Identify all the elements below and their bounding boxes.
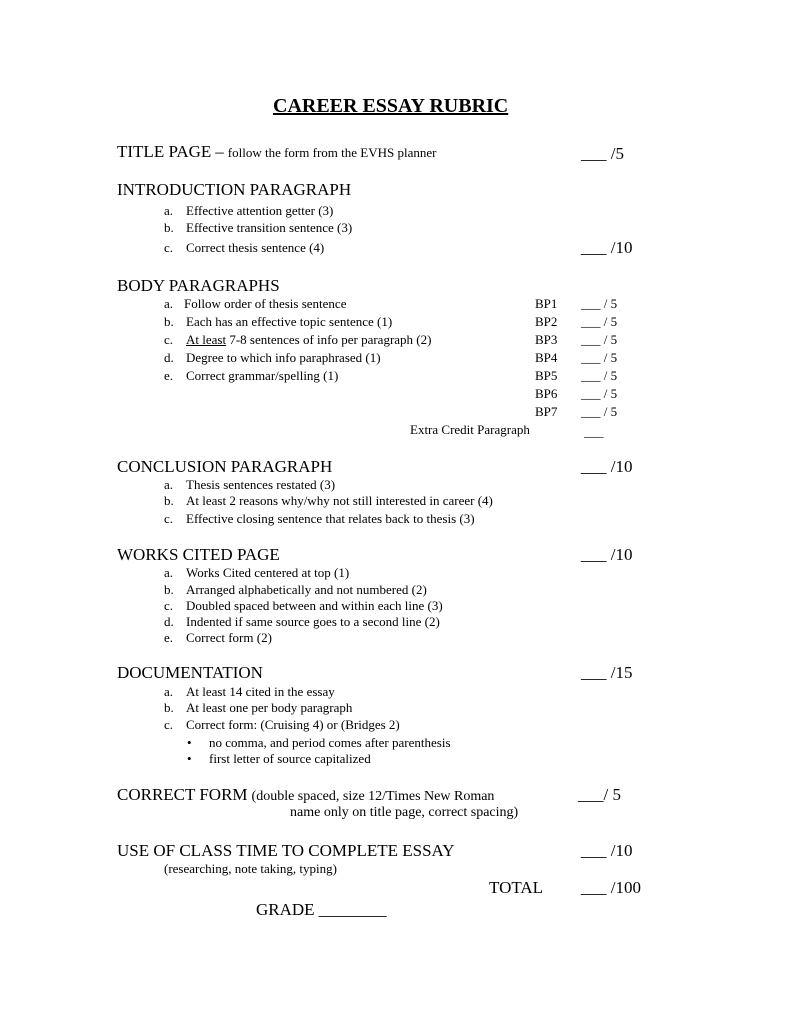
body-item-letter: e. (164, 368, 174, 383)
grade-blank: ________ (318, 900, 387, 919)
works-cited-item: Correct form (2) (186, 630, 272, 645)
title-page-row (117, 143, 436, 161)
works-cited-item-letter: c. (164, 598, 174, 613)
intro-item: Effective transition sentence (3) (186, 220, 353, 235)
body-item-letter: c. (164, 332, 174, 347)
correct-form-row (117, 786, 494, 804)
works-cited-item: Indented if same source goes to a second line (2) (186, 614, 440, 629)
documentation-item: At least 14 cited in the essay (186, 684, 335, 699)
bp-label: BP6 (535, 386, 558, 401)
intro-item-letter: c. (164, 240, 174, 255)
class-time-note: (researching, note taking, typing) (164, 861, 337, 876)
documentation-item-letter: b. (164, 700, 174, 715)
title-page-note: follow the form from the EVHS planner (227, 145, 437, 160)
bp-score: ___ / 5 (581, 404, 618, 419)
page-title: CAREER ESSAY RUBRIC (273, 95, 509, 117)
works-cited-heading: WORKS CITED PAGE (117, 545, 280, 564)
body-item (186, 333, 431, 346)
total-label: TOTAL (489, 878, 544, 897)
conclusion-item: Thesis sentences restated (3) (186, 477, 336, 492)
introduction-heading: INTRODUCTION PARAGRAPH (117, 180, 352, 199)
bp-label: BP3 (535, 332, 558, 347)
correct-form-note: (double spaced, size 12/Times New Roman (251, 789, 495, 804)
bp-score: ___ / 5 (581, 314, 618, 329)
works-cited-item: Works Cited centered at top (1) (186, 565, 350, 580)
correct-form-note-2: name only on title page, correct spacing) (290, 805, 519, 820)
bp-label: BP4 (535, 350, 558, 365)
works-cited-item: Doubled spaced between and within each line (3) (186, 598, 443, 613)
total-score: ___ /100 (581, 878, 641, 897)
bp-label: BP2 (535, 314, 558, 329)
introduction-score: ___ /10 (581, 238, 633, 257)
intro-item: Correct thesis sentence (4) (186, 240, 325, 255)
class-time-score: ___ /10 (581, 841, 633, 860)
correct-form-heading: CORRECT FORM (117, 785, 248, 804)
bp-score: ___ / 5 (581, 350, 618, 365)
documentation-score: ___ /15 (581, 663, 633, 682)
body-item-letter: b. (164, 314, 174, 329)
title-page-heading: TITLE PAGE (117, 142, 212, 161)
body-item: Each has an effective topic sentence (1) (186, 314, 393, 329)
conclusion-score: ___ /10 (581, 457, 633, 476)
class-time-heading: USE OF CLASS TIME TO COMPLETE ESSAY (117, 841, 455, 860)
conclusion-item-letter: a. (164, 477, 174, 492)
intro-item-letter: a. (164, 203, 174, 218)
documentation-item-letter: a. (164, 684, 174, 699)
intro-item-letter: b. (164, 220, 174, 235)
bp-score: ___ / 5 (581, 332, 618, 347)
bp-score: ___ / 5 (581, 386, 618, 401)
title-page-score: ___ /5 (581, 144, 624, 163)
conclusion-item-letter: c. (164, 511, 174, 526)
intro-item: Effective attention getter (3) (186, 203, 334, 218)
bp-label: BP7 (535, 404, 558, 419)
works-cited-item-letter: e. (164, 630, 174, 645)
grade-row (256, 901, 387, 919)
bullet-icon: • (187, 751, 192, 766)
documentation-item-letter: c. (164, 717, 174, 732)
documentation-bullet: no comma, and period comes after parenthesis (209, 735, 451, 750)
bullet-icon: • (187, 735, 192, 750)
documentation-heading: DOCUMENTATION (117, 663, 263, 682)
bp-score: ___ / 5 (581, 368, 618, 383)
bp-label: BP5 (535, 368, 558, 383)
conclusion-item-letter: b. (164, 493, 174, 508)
body-heading: BODY PARAGRAPHS (117, 276, 280, 295)
works-cited-item-letter: b. (164, 582, 174, 597)
conclusion-item: Effective closing sentence that relates back to thesis (3) (186, 511, 475, 526)
body-item: Follow order of thesis sentence (184, 296, 347, 311)
works-cited-item: Arranged alphabetically and not numbered (2) (186, 582, 427, 597)
extra-credit-blank: ___ (584, 424, 604, 439)
works-cited-item-letter: d. (164, 614, 174, 629)
works-cited-score: ___ /10 (581, 545, 633, 564)
body-item-letter: a. (164, 296, 174, 311)
documentation-item: At least one per body paragraph (186, 700, 353, 715)
body-item-underlined: At least (186, 332, 227, 347)
bp-label: BP1 (535, 296, 558, 311)
works-cited-item-letter: a. (164, 565, 174, 580)
conclusion-item: At least 2 reasons why/why not still interested in career (4) (186, 493, 493, 508)
extra-credit-label: Extra Credit Paragraph (410, 422, 530, 437)
body-item: Correct grammar/spelling (1) (186, 368, 339, 383)
conclusion-heading: CONCLUSION PARAGRAPH (117, 457, 333, 476)
documentation-item: Correct form: (Cruising 4) or (Bridges 2) (186, 717, 400, 732)
body-item-rest: 7-8 sentences of info per paragraph (2) (226, 332, 432, 347)
grade-label: GRADE (256, 900, 315, 919)
bp-score: ___ / 5 (581, 296, 618, 311)
title-page-dash: – (215, 142, 224, 161)
documentation-bullet: first letter of source capitalized (209, 751, 371, 766)
correct-form-score: ___/ 5 (578, 785, 621, 804)
body-item: Degree to which info paraphrased (1) (186, 350, 381, 365)
body-item-letter: d. (164, 350, 174, 365)
